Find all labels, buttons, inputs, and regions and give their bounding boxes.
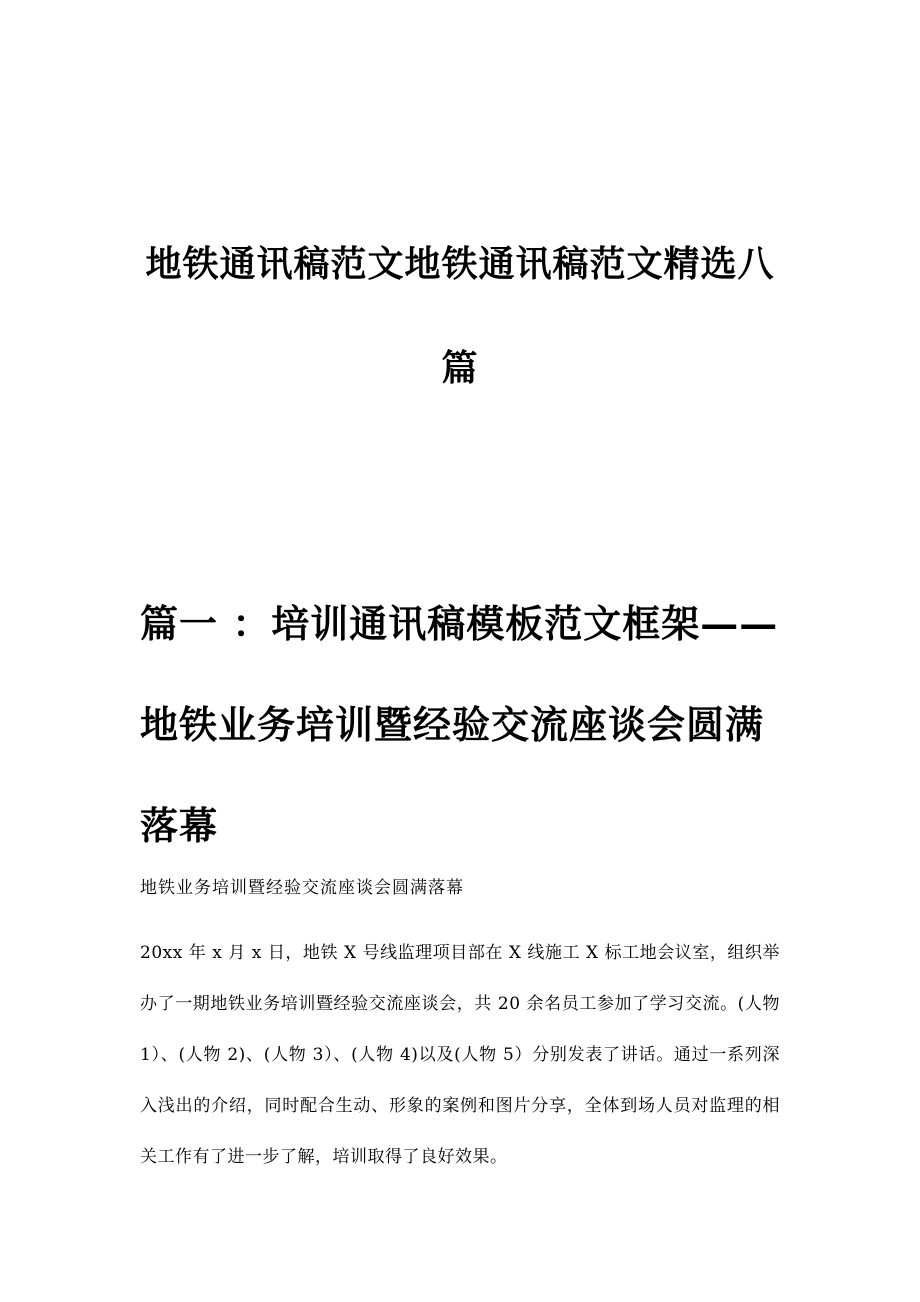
section-heading: 篇一 ：培训通讯稿模板范文框架——地铁业务培训暨经验交流座谈会圆满落幕 bbox=[140, 601, 779, 848]
document-title: 地铁通讯稿范文地铁通讯稿范文精选八篇 bbox=[145, 243, 775, 389]
body-paragraph: 20xx 年 x 月 x 日，地铁 X 号线监理项目部在 X 线施工 X 标工地会议室，组织举办了一期地铁业务培训暨经验交流座谈会，共 20 余名员工参加了学习交流。(人物 1）、(人物 2)、(人物 3）、(人物 4)以及(人物 5）分别发表了讲话。通过一系列深入浅出的介绍，同时配合生动、形象的案例和图片分享，全体到场人员对监理的相关工作有了进一步了解，培训取得了良好效果。 bbox=[140, 943, 780, 1167]
article-subtitle: 地铁业务培训暨经验交流座谈会圆满落幕 bbox=[140, 878, 464, 898]
